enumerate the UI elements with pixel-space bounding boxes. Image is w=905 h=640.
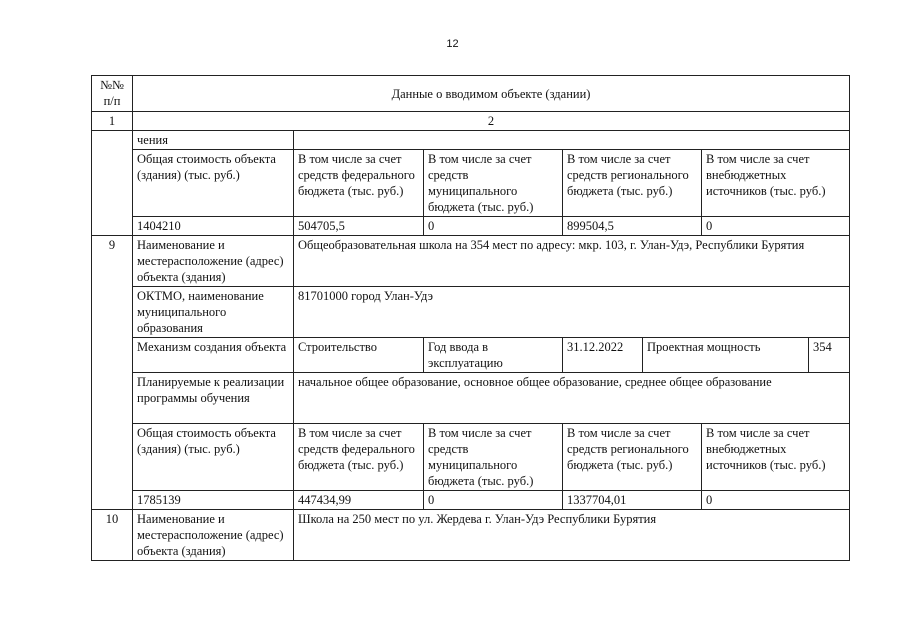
name-label: Наименование и местерасположение (адрес) объекта (здания) <box>133 510 294 561</box>
oktmo-label: ОКТМО, наименование муниципального образования <box>133 287 294 338</box>
table-row <box>92 131 850 150</box>
cost-value: 1404210 <box>133 217 294 236</box>
oktmo-value: 81701000 город Улан-Удэ <box>294 287 850 338</box>
program-value-tail <box>294 131 850 150</box>
name-value: Общеобразовательная школа на 354 мест по адресу: мкр. 103, г. Улан-Удэ, Республики Бурятия <box>294 236 850 287</box>
mun-value: 0 <box>424 491 563 510</box>
fed-label: В том числе за счет средств федерального бюджета (тыс. руб.) <box>294 424 424 491</box>
row-number-cell <box>92 131 133 236</box>
table-row <box>92 510 850 561</box>
cost-value: 1785139 <box>133 491 294 510</box>
table-row <box>92 287 850 338</box>
cost-label: Общая стоимость объекта (здания) (тыс. руб.) <box>133 150 294 217</box>
program-value: начальное общее образование, основное общее образование, среднее общее образование <box>294 373 850 424</box>
row-number: 10 <box>92 510 133 561</box>
cost-label: Общая стоимость объекта (здания) (тыс. руб.) <box>133 424 294 491</box>
reg-value: 1337704,01 <box>563 491 702 510</box>
capacity-label: Проектная мощность <box>643 338 809 373</box>
extra-label: В том числе за счет внебюджетных источников (тыс. руб.) <box>702 424 850 491</box>
mechanism-value: Строительство <box>294 338 424 373</box>
extra-label: В том числе за счет внебюджетных источников (тыс. руб.) <box>702 150 850 217</box>
table-row <box>92 424 850 491</box>
year-label: Год ввода в эксплуатацию <box>424 338 563 373</box>
reg-label: В том числе за счет средств регионального бюджета (тыс. руб.) <box>563 150 702 217</box>
extra-value: 0 <box>702 217 850 236</box>
page-number: 12 <box>446 38 459 50</box>
program-label: Планируемые к реализации программы обучения <box>133 373 294 424</box>
header-col-num: №№ п/п <box>92 76 133 112</box>
table-row <box>92 373 850 424</box>
table-header-row <box>92 76 850 112</box>
mun-label: В том числе за счет средств муниципального бюджета (тыс. руб.) <box>424 424 563 491</box>
program-label-tail: чения <box>133 131 294 150</box>
fed-value: 504705,5 <box>294 217 424 236</box>
year-value: 31.12.2022 <box>563 338 643 373</box>
table-index-row <box>92 112 850 131</box>
table-row <box>92 491 850 510</box>
reg-label: В том числе за счет средств регионального бюджета (тыс. руб.) <box>563 424 702 491</box>
mun-value: 0 <box>424 217 563 236</box>
extra-value: 0 <box>702 491 850 510</box>
table-row <box>92 338 850 373</box>
header-index-2: 2 <box>133 112 850 131</box>
mun-label: В том числе за счет средств муниципального бюджета (тыс. руб.) <box>424 150 563 217</box>
mechanism-label: Механизм создания объекта <box>133 338 294 373</box>
header-index-1: 1 <box>92 112 133 131</box>
name-label: Наименование и местерасположение (адрес) объекта (здания) <box>133 236 294 287</box>
table-row <box>92 217 850 236</box>
capacity-value: 354 <box>809 338 850 373</box>
row-number: 9 <box>92 236 133 510</box>
reg-value: 899504,5 <box>563 217 702 236</box>
table-row <box>92 150 850 217</box>
table-row <box>92 236 850 287</box>
object-data-table <box>91 75 850 561</box>
header-col-data: Данные о вводимом объекте (здании) <box>133 76 850 112</box>
fed-value: 447434,99 <box>294 491 424 510</box>
name-value: Школа на 250 мест по ул. Жердева г. Улан-Удэ Республики Бурятия <box>294 510 850 561</box>
fed-label: В том числе за счет средств федерального бюджета (тыс. руб.) <box>294 150 424 217</box>
